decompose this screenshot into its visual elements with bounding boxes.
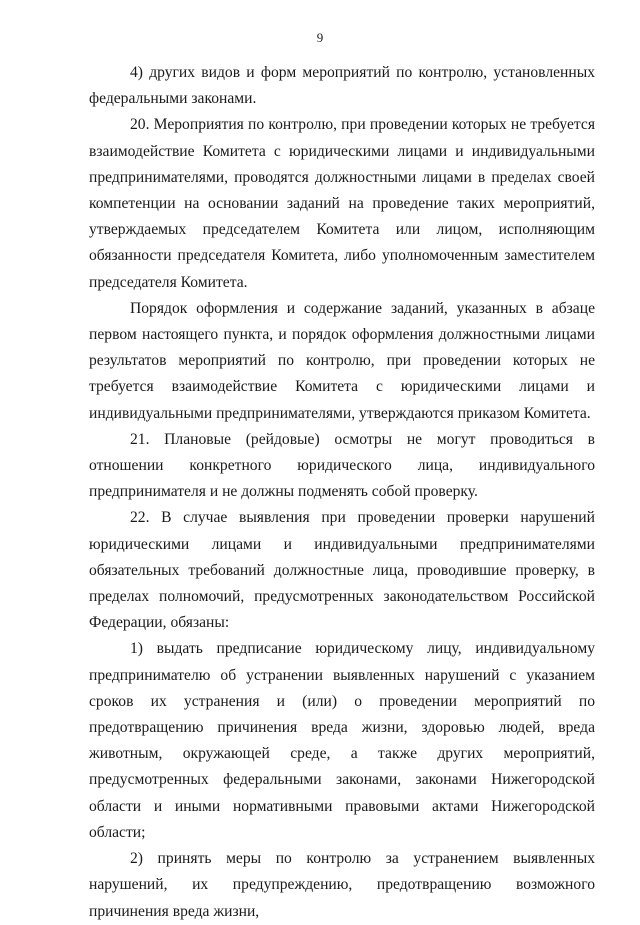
page-number: 9 (316, 30, 324, 45)
paragraph-item-4: 4) других видов и форм мероприятий по контролю, установленных федеральными законами. (89, 64, 595, 108)
paragraph-item-1: 1) выдать предписание юридическому лицу, индивидуальному предпринимателю об устранении выявленных нарушений с указанием сроков их устранения и (или) о проведении мероприятий по предотвращению причинения вреда жизни, здоровью людей, вреда животным, окружающей среде, а также других мероприятий, предусмотренных федеральными законами, законами Нижегородской области и иными нормативными правовыми актами Нижегородской области; (89, 640, 595, 841)
paragraph-clause-22: 22. В случае выявления при проведении проверки нарушений юридическими лицами и индивидуальными предпринимателями обязательных требований должностные лица, проводившие проверку, в пределах полномочий, предусмотренных законодательством Российской Федерации, обязаны: (89, 509, 595, 632)
document-body (89, 60, 595, 925)
paragraph-item-2: 2) принять меры по контролю за устранением выявленных нарушений, их предупреждению, предотвращению возможного причинения вреда жизни, (89, 850, 595, 920)
paragraph-procedure: Порядок оформления и содержание заданий, указанных в абзаце первом настоящего пункта, и порядок оформления должностными лицами результатов мероприятий по контролю, при проведении которых не требуется взаимодействие Комитета с юридическими лицами и индивидуальными предпринимателями, утверждаются приказом Комитета. (89, 299, 595, 422)
paragraph-clause-20: 20. Мероприятия по контролю, при проведении которых не требуется взаимодействие Комитета с юридическими лицами и индивидуальными предпринимателями, проводятся должностными лицами в пределах своей компетенции на основании заданий на проведение таких мероприятий, утверждаемых председателем Комитета или лицом, исполняющим обязанности председателя Комитета, либо уполномоченным заместителем председателя Комитета. (89, 116, 595, 291)
paragraph-clause-21: 21. Плановые (рейдовые) осмотры не могут проводиться в отношении конкретного юридического лица, индивидуального предпринимателя и не должны подменять собой проверку. (89, 430, 595, 501)
